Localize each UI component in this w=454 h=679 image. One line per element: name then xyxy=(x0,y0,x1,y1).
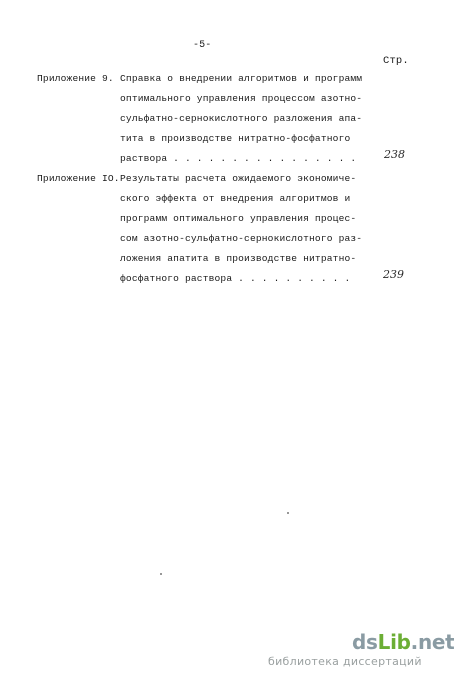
watermark-lib: Lib xyxy=(377,630,411,654)
appendix-10-line: ложения апатита в производстве нитратно- xyxy=(120,253,357,264)
appendix-10-line: ского эффекта от внедрения алгоритмов и xyxy=(120,193,351,204)
scan-speck xyxy=(160,573,162,575)
appendix-10-line: сом азотно-сульфатно-сернокислотного раз- xyxy=(120,233,363,244)
watermark-net: .net xyxy=(410,630,454,654)
appendix-10-line: программ оптимального управления процес- xyxy=(120,213,357,224)
appendix-9-line: Справка о внедрении алгоритмов и программ xyxy=(120,73,363,84)
appendix-9-line: тита в производстве нитратно-фосфатного xyxy=(120,133,351,144)
appendix-10-line: Результаты расчета ожидаемого экономиче- xyxy=(120,173,357,184)
appendix-10-line: фосфатного раствора . . . . . . . . . . xyxy=(120,273,351,284)
watermark-subtitle: библиотека диссертаций xyxy=(268,655,422,668)
appendix-10-label: Приложение IO. xyxy=(37,173,120,184)
scan-speck xyxy=(287,512,289,514)
watermark-ds: ds xyxy=(352,630,378,654)
appendix-9-line: оптимального управления процессом азотно- xyxy=(120,93,363,104)
appendix-10-page-ref: 239 xyxy=(383,268,404,281)
appendix-9-label: Приложение 9. xyxy=(37,73,114,84)
appendix-9-page-ref: 238 xyxy=(384,148,405,161)
page-number: -5- xyxy=(193,40,212,51)
page-column-header: Стр. xyxy=(383,55,409,67)
watermark-logo xyxy=(352,630,454,654)
appendix-9-line: сульфатно-сернокислотного разложения апа- xyxy=(120,113,363,124)
appendix-9-line: раствора . . . . . . . . . . . . . . . . xyxy=(120,153,357,164)
